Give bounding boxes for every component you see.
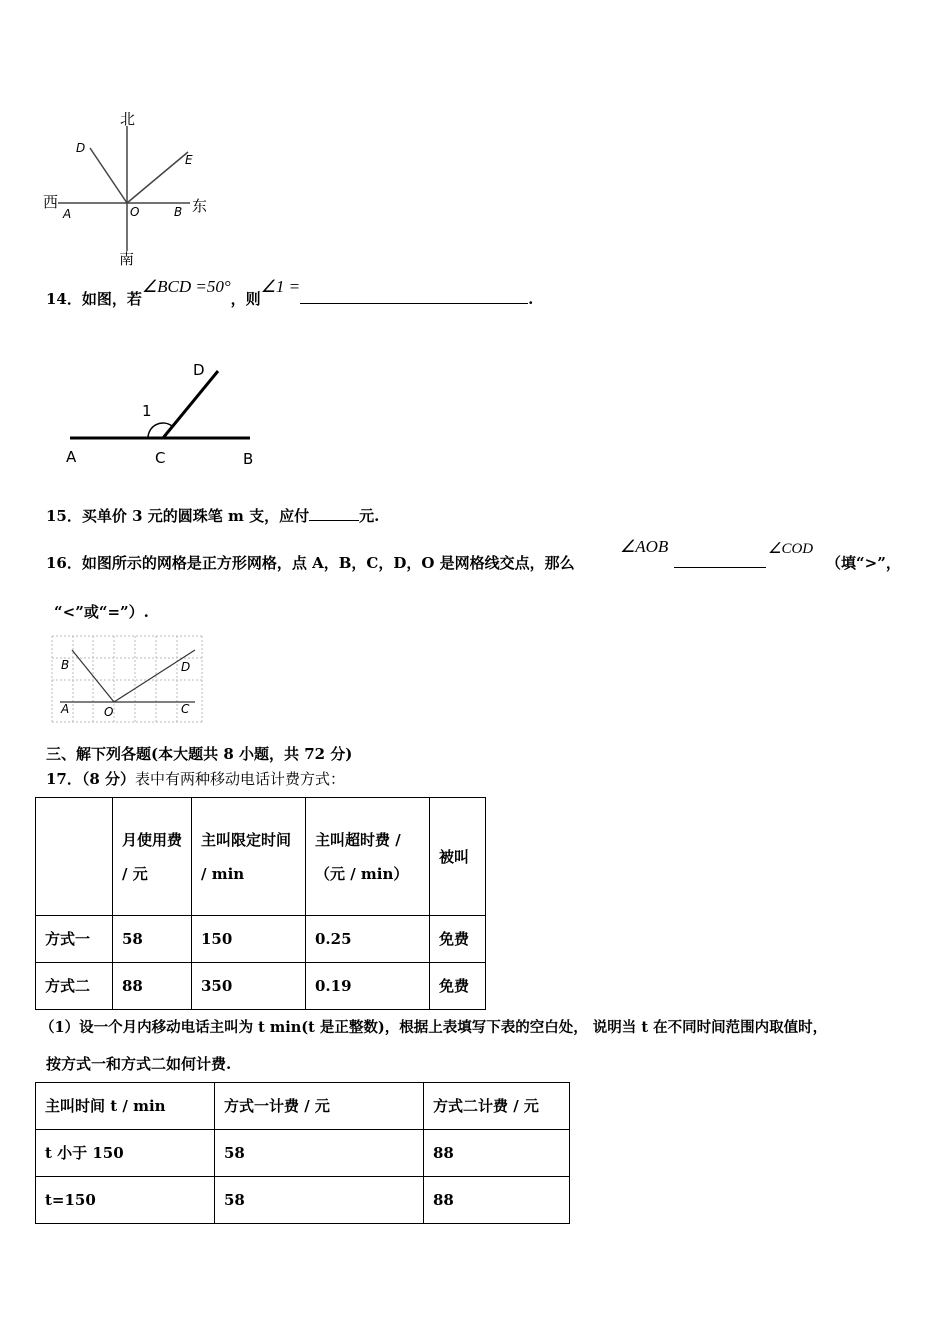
compass-point-b: B [174,205,183,219]
q14-mid: ，则 [230,290,261,308]
table-cell: 主叫时间 t / min [36,1083,215,1130]
table-row [36,1083,570,1130]
q14-number: 14． [46,290,82,308]
table-row [36,798,486,916]
grid-figure [50,634,205,724]
question-14 [46,277,534,309]
table-cell: 58 [215,1177,424,1224]
compass-east: 东 [192,197,208,215]
q16-fill-hint: （填“>”， [826,554,901,572]
table-row [36,963,486,1010]
table-cell: 月使用费 / 元 [113,798,192,916]
table-cell: 350 [192,963,306,1010]
table-row [36,1177,570,1224]
table-cell: 免费 [430,916,486,963]
q17-number: 17．（8 分） [46,770,136,788]
q14-angle-expr: ∠BCD =50° [141,277,231,296]
table-cell: 主叫超时费 /（元 / min） [306,798,430,916]
table-row [36,916,486,963]
compass-point-a: A [63,207,72,221]
compass-point-e: E [185,153,193,167]
fee-table [35,797,486,1010]
table-cell: t 小于 150 [36,1130,215,1177]
billing-table [35,1082,570,1224]
table-cell: 被叫 [430,798,486,916]
q17-part1-line1: （1）设一个月内移动电话主叫为 t min(t 是正整数)，根据上表填写下表的空白处， 说明当 t 在不同时间范围内取值时， [40,1019,828,1036]
table-cell: 主叫限定时间 / min [192,798,306,916]
question-16-line2: “<”或“=”）. [54,603,149,621]
grid-label-c: C [181,702,190,716]
question-17 [46,768,345,789]
compass-figure [40,106,215,266]
fig14-label-b: B [243,450,254,468]
grid-label-b: B [61,658,70,672]
section-3-heading: 三、解下列各题(本大题共 8 小题，共 72 分) [46,745,353,763]
table-cell: 0.25 [306,916,430,963]
grid-label-o: O [104,705,114,719]
compass-north: 北 [120,110,136,128]
table-cell: 方式一 [36,916,113,963]
q14-angle1: ∠1 = [260,277,301,296]
q16-angle-aob: ∠AOB [620,537,669,556]
table-cell: t=150 [36,1177,215,1224]
q16-angle-cod: ∠COD [768,541,814,557]
compass-point-d: D [76,141,86,155]
compass-west: 西 [43,193,59,211]
question-15 [46,505,379,526]
table-cell: 方式二 [36,963,113,1010]
compass-south: 南 [119,250,135,266]
table-cell: 88 [113,963,192,1010]
table-cell: 0.19 [306,963,430,1010]
q15-end: 元. [359,507,380,525]
fig14-label-1: 1 [142,402,152,420]
fig14-label-a: A [66,448,77,466]
q14-prefix: 如图，若 [81,290,142,308]
grid-label-a: A [61,702,70,716]
question-16-line1: 16．如图所示的网格是正方形网格，点 A，B，C，D，O 是网格线交点，那么 [46,554,575,572]
table-cell: 88 [424,1130,570,1177]
fig14-label-c: C [155,449,166,467]
table-cell: 免费 [430,963,486,1010]
table-cell: 58 [215,1130,424,1177]
compass-point-o: O [130,205,140,219]
table-row [36,1130,570,1177]
table-cell: 150 [192,916,306,963]
figure-14 [60,355,270,470]
q17-part1-line2: 按方式一和方式二如何计费. [46,1055,232,1073]
q17-intro: 表中有两种移动电话计费方式： [135,770,346,788]
table-cell: 方式一计费 / 元 [215,1083,424,1130]
table-cell: 方式二计费 / 元 [424,1083,570,1130]
q16-answer-blank[interactable] [674,567,766,568]
grid-label-d: D [181,660,191,674]
fig14-label-d: D [193,361,205,379]
table-cell: 88 [424,1177,570,1224]
q14-end: . [528,290,534,308]
q15-text: 15．买单价 3 元的圆珠笔 m 支，应付 [46,507,310,525]
table-cell [36,798,113,916]
table-cell: 58 [113,916,192,963]
q14-answer-blank[interactable] [300,303,528,304]
q15-answer-blank[interactable] [309,520,359,521]
